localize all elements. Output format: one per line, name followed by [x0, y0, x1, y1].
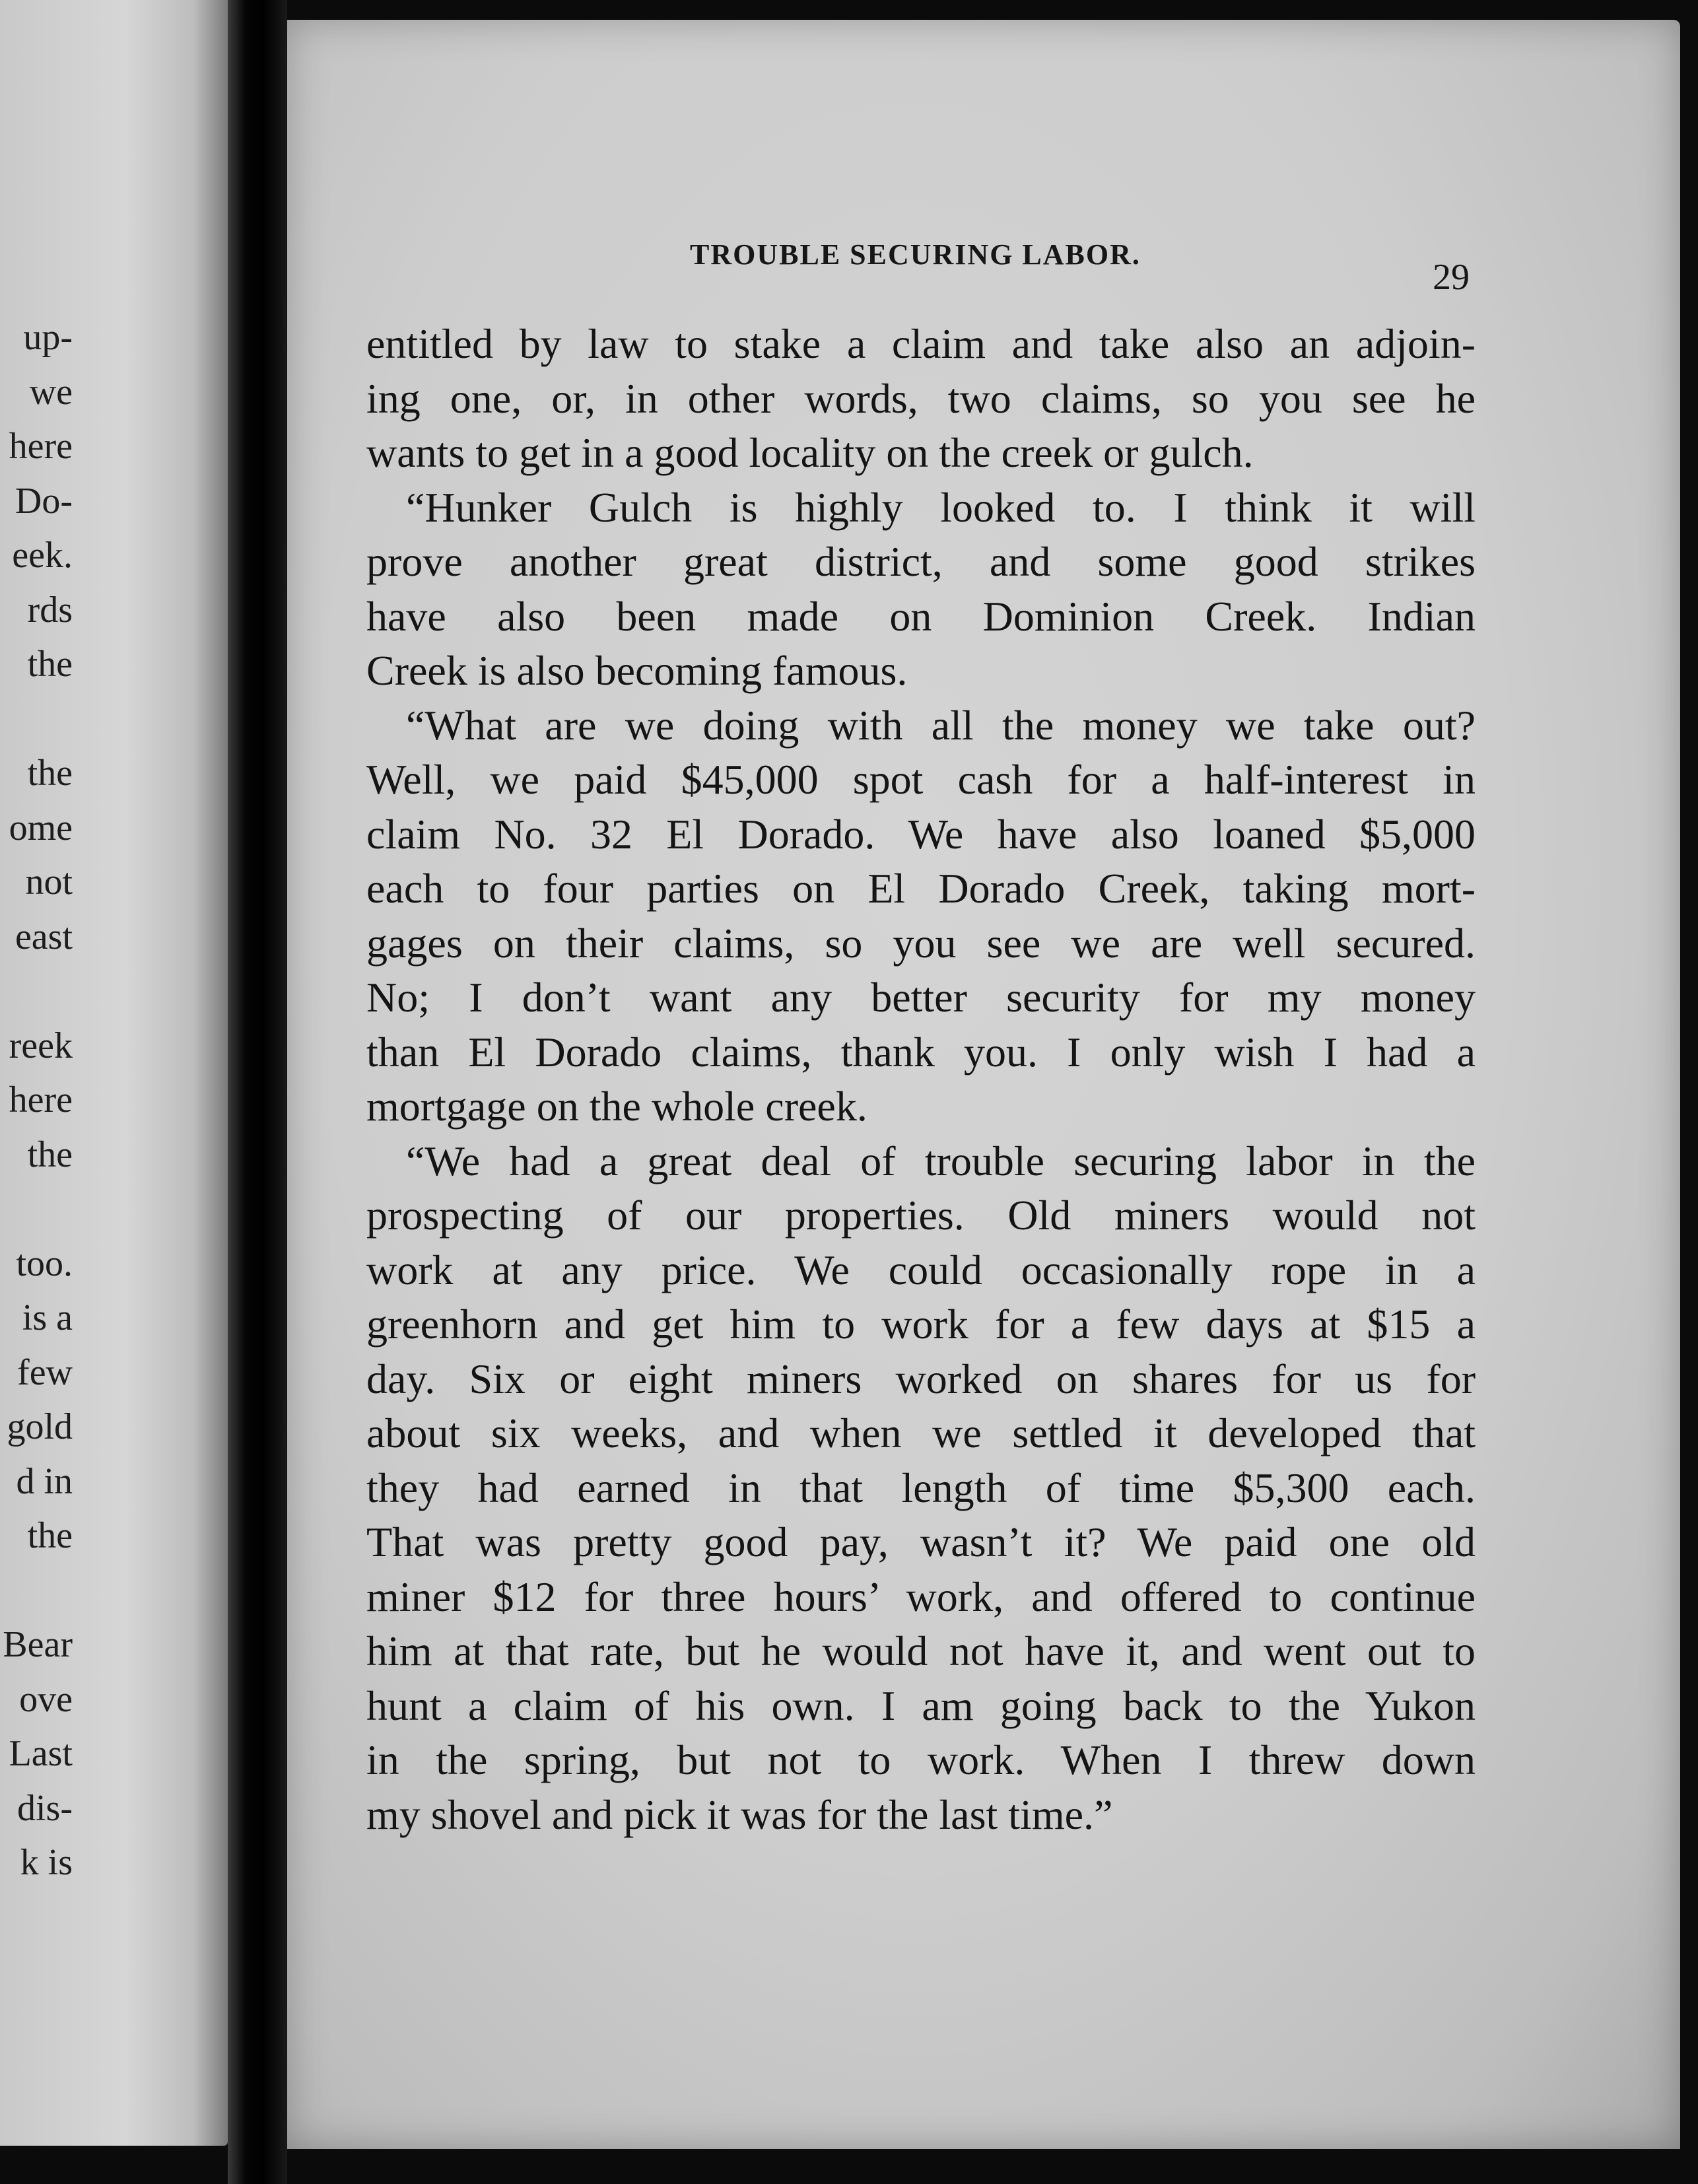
left-fragment: not: [25, 862, 73, 903]
text-line: prospecting of our properties. Old miners would not: [366, 1192, 1476, 1239]
text-line: ing one, or, in other words, two claims, so you see he: [366, 374, 1476, 422]
book-gutter: [228, 0, 287, 2184]
left-fragment: reek: [9, 1025, 73, 1066]
text-line: hunt a claim of his own. I am going back to the Yukon: [366, 1682, 1476, 1729]
text-line: prove another great district, and some good strikes: [366, 538, 1476, 585]
left-fragment: ove: [19, 1678, 73, 1720]
left-fragment: we: [29, 371, 73, 413]
left-fragment: the: [27, 644, 73, 685]
text-line: miner $12 for three hours’ work, and offered to continue: [366, 1573, 1476, 1620]
left-fragment: gold: [7, 1406, 73, 1447]
text-line: greenhorn and get him to work for a few days at $15 a: [366, 1301, 1476, 1348]
text-line: “What are we doing with all the money we take out?: [406, 701, 1476, 749]
text-line: wants to get in a good locality on the creek or gulch.: [366, 429, 1254, 476]
left-fragment: few: [17, 1351, 73, 1393]
left-facing-page: [0, 0, 228, 2146]
left-fragment: up-: [23, 317, 73, 358]
text-line: Well, we paid $45,000 spot cash for a half-interest in: [366, 756, 1476, 803]
text-line: work at any price. We could occasionally rope in a: [366, 1246, 1476, 1293]
left-fragment: [0, 692, 73, 747]
left-fragment: Do-: [15, 480, 73, 522]
left-fragment: here: [9, 1079, 73, 1120]
text-line: claim No. 32 El Dorado. We have also loaned $5,000: [366, 810, 1476, 858]
text-line: my shovel and pick it was for the last time.”: [366, 1791, 1113, 1838]
left-fragment: [0, 964, 73, 1019]
left-fragment: is a: [22, 1297, 73, 1338]
text-line: No; I don’t want any better security for my money: [366, 974, 1476, 1021]
text-line: about six weeks, and when we settled it developed that: [366, 1410, 1476, 1456]
body-text: [366, 317, 1476, 1842]
left-fragment: [0, 1182, 73, 1237]
left-fragment: [0, 1563, 73, 1618]
left-fragment: the: [27, 1515, 73, 1556]
left-fragment: ome: [9, 807, 73, 848]
left-fragment: Bear: [3, 1624, 73, 1665]
left-fragment: here: [9, 426, 73, 467]
left-fragment: too.: [16, 1243, 73, 1284]
text-line: day. Six or eight miners worked on shares for us for: [366, 1355, 1476, 1402]
left-fragment: the: [27, 753, 73, 794]
text-line: mortgage on the whole creek.: [366, 1083, 867, 1130]
left-page-text-fragments: [0, 310, 73, 1890]
left-fragment: d in: [16, 1460, 73, 1502]
text-line: each to four parties on El Dorado Creek, taking mort-: [366, 865, 1476, 912]
running-head: TROUBLE SECURING LABOR.: [690, 238, 1141, 271]
text-line: Creek is also becoming famous.: [366, 647, 908, 694]
text-line: “We had a great deal of trouble securing labor in the: [406, 1137, 1476, 1184]
text-line: him at that rate, but he would not have it, and went out to: [366, 1627, 1476, 1674]
text-line: than El Dorado claims, thank you. I only wish I had a: [366, 1028, 1476, 1075]
left-fragment: rds: [27, 589, 73, 631]
left-fragment: eek.: [12, 535, 73, 576]
page-number: 29: [1433, 257, 1470, 298]
text-line: in the spring, but not to work. When I threw down: [366, 1736, 1476, 1783]
left-fragment: Last: [9, 1733, 73, 1774]
text-line: “Hunker Gulch is highly looked to. I think it will: [406, 483, 1476, 531]
left-fragment: the: [27, 1134, 73, 1175]
left-fragment: k is: [20, 1842, 73, 1883]
text-line: That was pretty good pay, wasn’t it? We paid one old: [366, 1519, 1476, 1565]
left-fragment: dis-: [17, 1787, 73, 1829]
text-line: they had earned in that length of time $5,300 each.: [366, 1464, 1476, 1511]
text-line: have also been made on Dominion Creek. Indian: [366, 592, 1476, 640]
text-line: gages on their claims, so you see we are well secured.: [366, 919, 1476, 967]
left-fragment: east: [15, 916, 73, 957]
text-line: entitled by law to stake a claim and take also an adjoin-: [366, 320, 1476, 367]
